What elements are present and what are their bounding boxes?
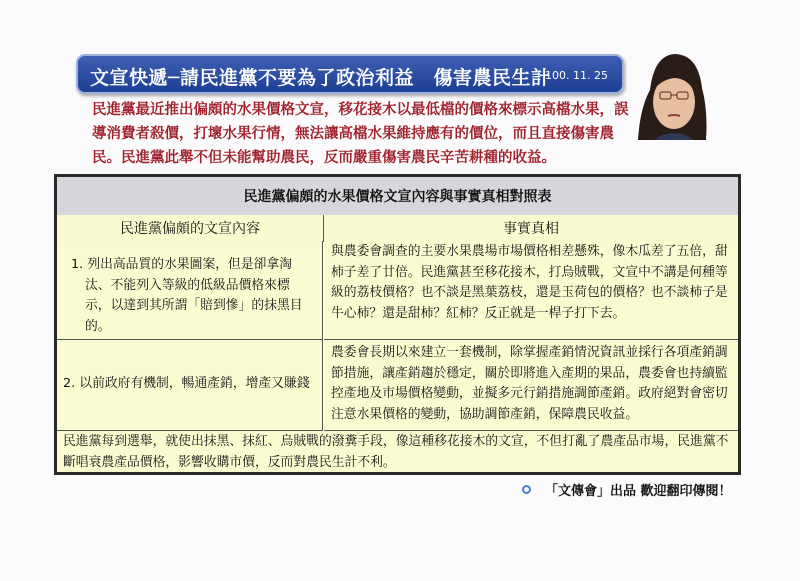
banner-date: 100. 11. 25	[545, 69, 608, 82]
banner-title: 文宣快遞─請民進黨不要為了政治利益 傷害農民生計	[90, 67, 551, 89]
portrait-illustration	[630, 48, 712, 140]
header-banner	[76, 54, 624, 94]
table-summary-row: 民進黨每到選舉，就使出抹黑、抹紅、烏賊戰的潑糞手段，像這種移花接木的文宣，不但打亂了農產品市場，民進黨不斷唱衰農產品價格，影響收購市價，反而對農民生計不利。	[57, 431, 738, 472]
table-row-1-claim	[57, 241, 323, 340]
table-row-2-fact: 農委會長期以來建立一套機制，除掌握產銷情況資訊並採行各項產銷調節措施，讓產銷趨於穩定，關於即將進入產期的果品，農委會也持續監控產地及市場價格變動，並擬多元行銷措施調節產銷。政府絕對會密切注意水果價格的變動，協助調節產銷，保障農民收益。	[324, 340, 738, 431]
comparison-table	[54, 174, 741, 475]
footer-text: 「文傳會」出品 歡迎翻印傳閱！	[545, 484, 732, 499]
intro-paragraph: 民進黨最近推出偏頗的水果價格文宣，移花接木以最低檔的價格來標示高檔水果，誤導消費者殺價，打壞水果行情，無法讓高檔水果維持應有的價位，而且直接傷害農民。民進黨此舉不但未能幫助農民，反而嚴重傷害農民辛苦耕種的收益。	[92, 102, 629, 166]
circle-bullet-icon	[522, 485, 531, 494]
table-row-2-claim: 2. 以前政府有機制，暢通產銷，增產又賺錢	[57, 340, 323, 431]
table-title: 民進黨偏頗的水果價格文宣內容與事實真相對照表	[57, 177, 738, 216]
table-row-1-fact: 與農委會調查的主要水果農場市場價格相差懸殊，像木瓜差了五倍，甜柿子差了廿倍。民進黨甚至移花接木，打烏賊戰，文宣中不講是何種等級的荔枝價格？也不談是黑葉荔枝，還是玉荷包的價格？也不談柿子是牛心柿？還是甜柿？紅柿？反正就是一桿子打下去。	[324, 241, 738, 340]
footer-note	[522, 480, 732, 499]
column-header-left: 民進黨偏頗的文宣內容	[57, 215, 324, 242]
portrait-photo	[630, 48, 712, 140]
row-1-claim-text: 1. 列出高品質的水果圖案，但是卻拿淘汰、不能列入等級的低級品價格來標示，以達到其所謂「賠到慘」的抹黑目的。	[71, 257, 303, 334]
column-header-right: 事實真相	[324, 215, 738, 242]
